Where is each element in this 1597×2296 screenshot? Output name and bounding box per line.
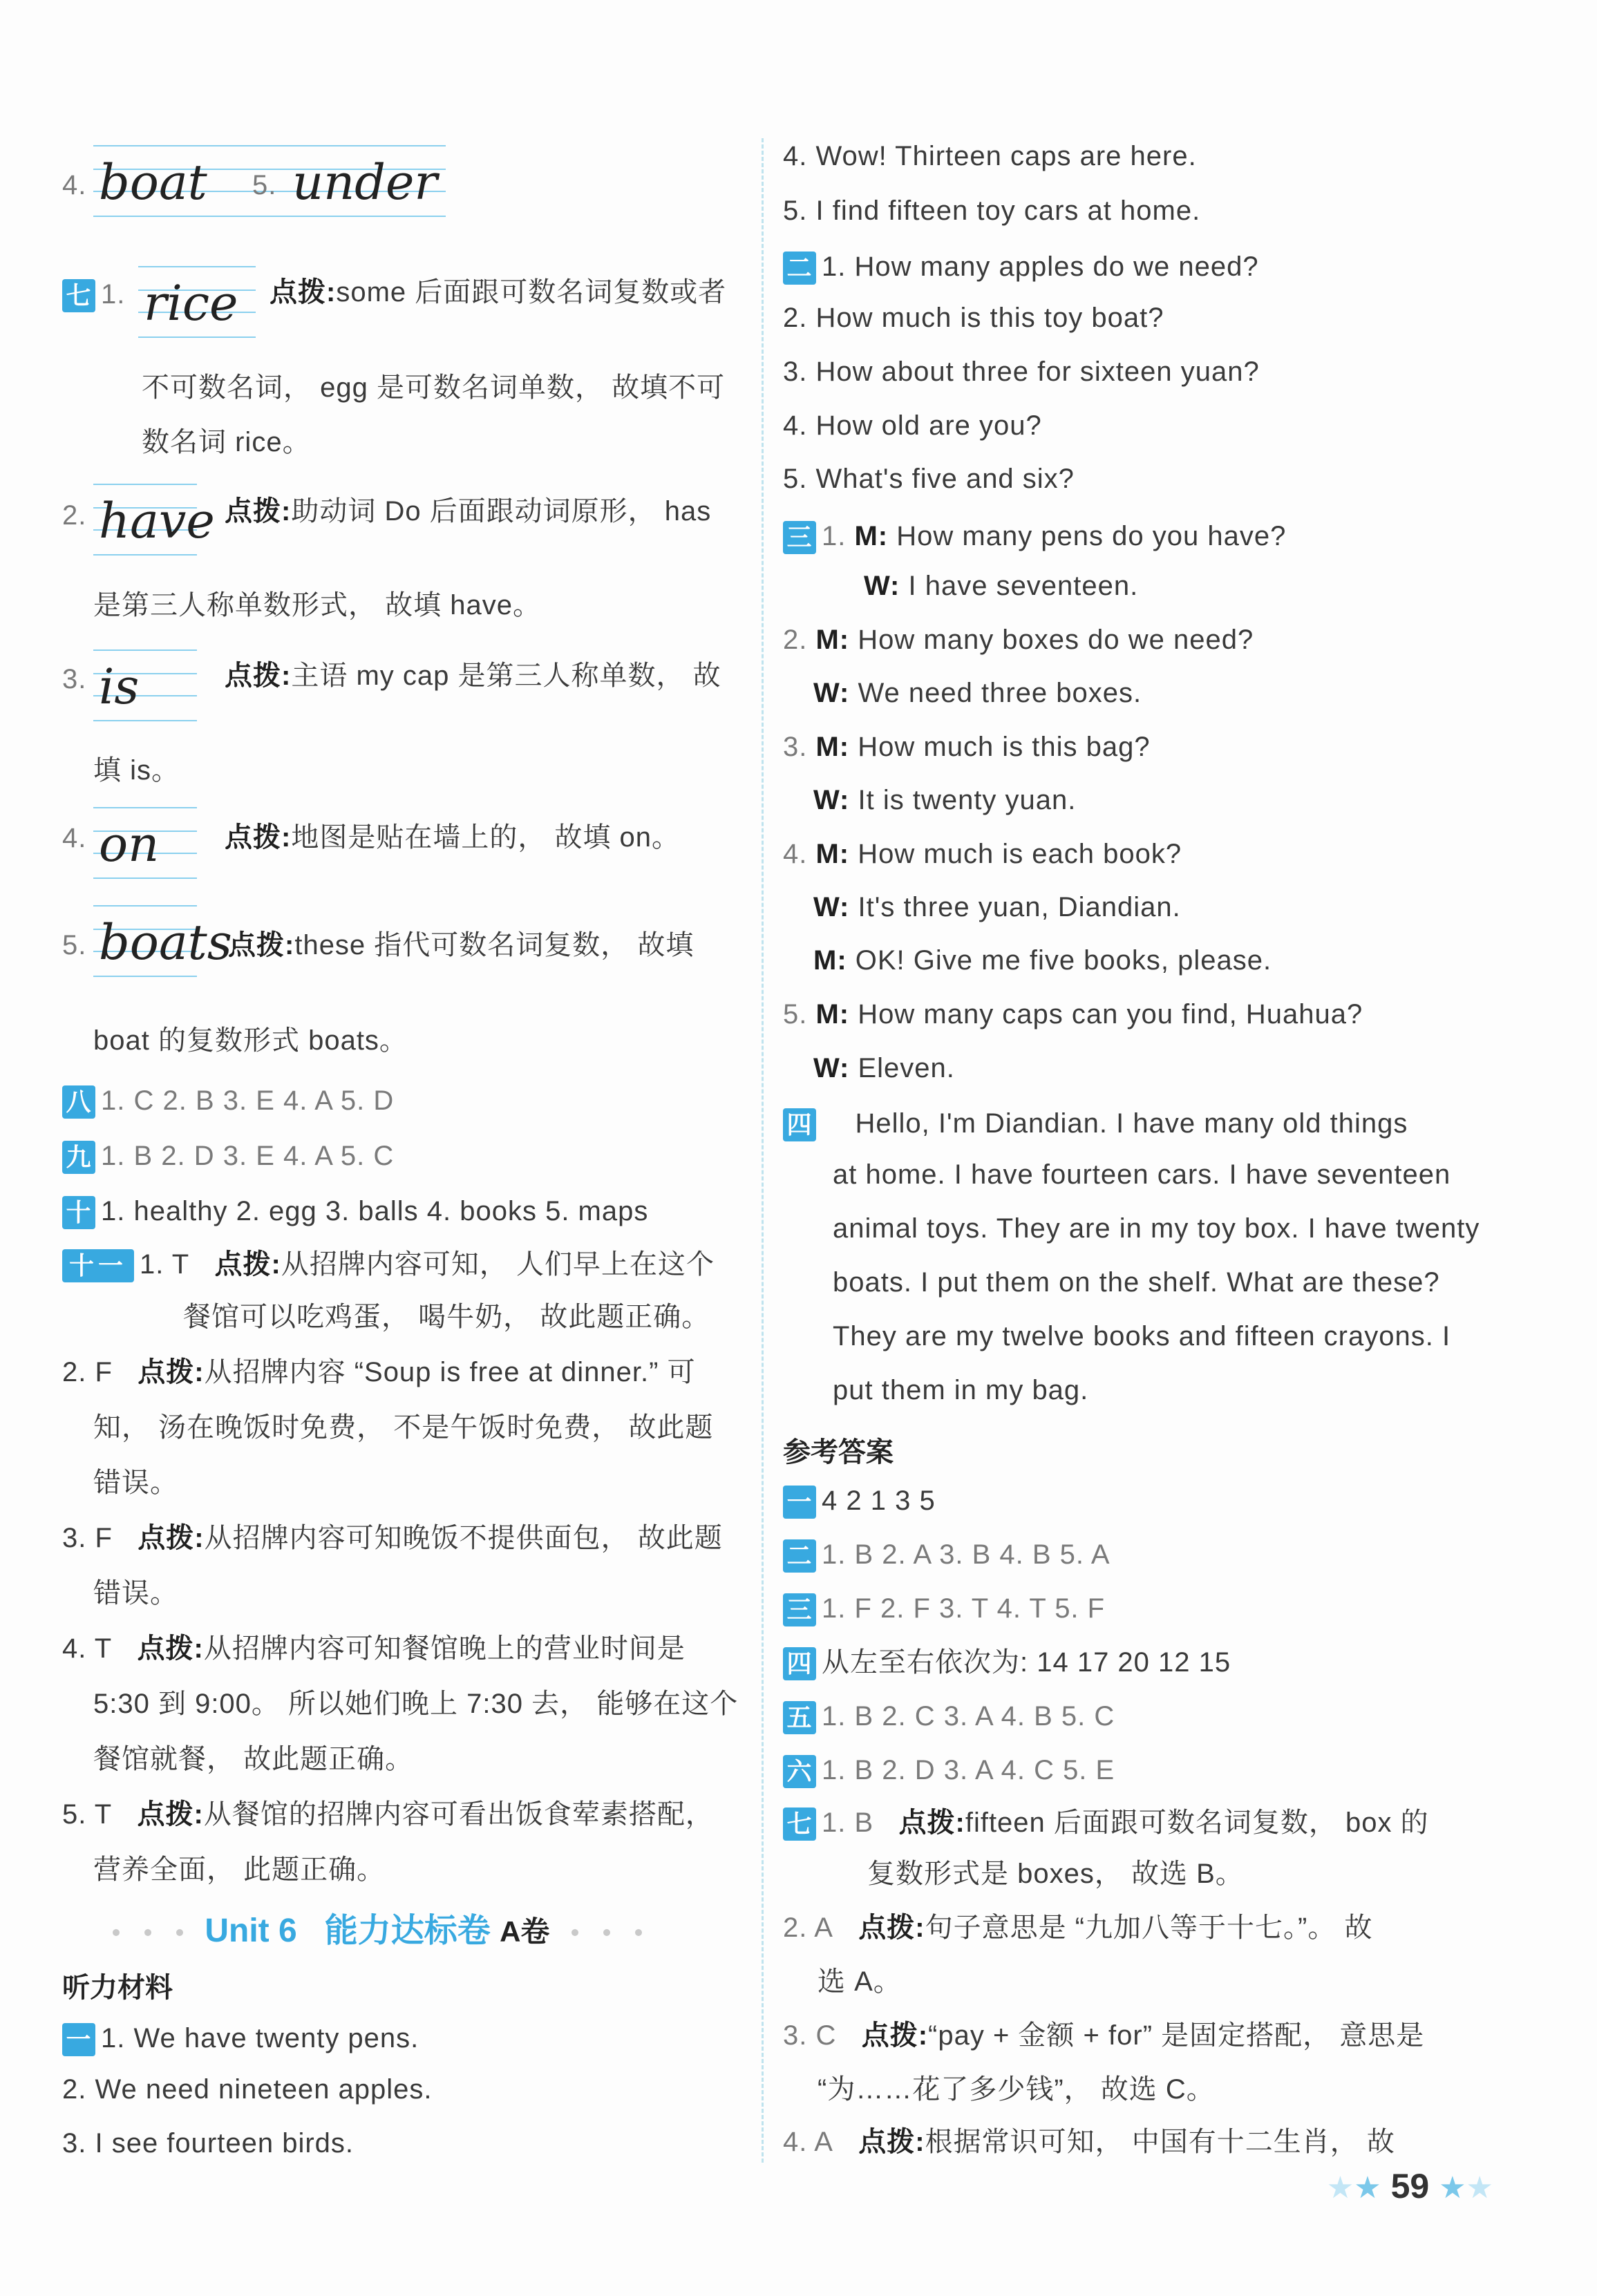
star-icon: ★: [1439, 2171, 1466, 2205]
q11-item-4: 4. T 点拨:从招牌内容可知餐馆晚上的营业时间是: [62, 1633, 686, 1664]
p4-line: boats. I put them on the shelf. What are these?: [833, 1267, 1440, 1298]
hw-word: boat: [99, 154, 207, 211]
p2-line: 2. How much is this toy boat?: [783, 303, 1164, 333]
a7-item-3: 3. C 点拨:“pay + 金额 + for” 是固定搭配， 意思是: [783, 2020, 1425, 2051]
hw-answer-under: [287, 145, 446, 217]
q7-note-3: 点拨:主语 my cap 是第三人称单数， 故: [225, 661, 721, 691]
p3-line: W: It's three yuan, Diandian.: [813, 892, 1181, 922]
answer-row: 三 1. F 2. F 3. T 4. T 5. F: [783, 1589, 1105, 1628]
q7-note-4: 点拨:地图是贴在墙上的， 故填 on。: [225, 822, 681, 853]
listening-line: 一 1. We have twenty pens.: [62, 2019, 419, 2058]
p3-line: 三 1. M: How many pens do you have?: [783, 517, 1286, 556]
column-divider: [762, 138, 764, 2163]
q8-tag: 八: [62, 1085, 95, 1119]
p2-line: 5. What's five and six?: [783, 464, 1075, 494]
star-icon: ★: [1466, 2171, 1493, 2205]
p3-line: 3. M: How much is this bag?: [783, 732, 1151, 762]
a7-cont: 选 A。: [818, 1966, 902, 1997]
p2-line: 二 1. How many apples do we need?: [783, 247, 1259, 286]
q11-cont: 知， 汤在晚饭时免费， 不是午饭时免费， 故此题: [93, 1412, 714, 1443]
q11-item-1: 十一 1. T 点拨:从招牌内容可知， 人们早上在这个: [62, 1245, 715, 1284]
hw-word: under: [292, 154, 437, 211]
p3-tag: 三: [783, 521, 816, 554]
q8-row: 八 1. C 2. B 3. E 4. A 5. D: [62, 1081, 394, 1120]
p3-line: W: Eleven.: [813, 1053, 955, 1083]
p2-line: 3. How about three for sixteen yuan?: [783, 357, 1260, 387]
hw-num-4: 4.: [62, 170, 87, 200]
q7-note-5-cont: boat 的复数形式 boats。: [93, 1025, 408, 1056]
q11-cont: 5:30 到 9:00。 所以她们晚上 7:30 去， 能够在这个: [93, 1689, 739, 1719]
a7-item-4: 4. A 点拨:根据常识可知， 中国有十二生肖， 故: [783, 2127, 1395, 2157]
q7-note-3-cont: 填 is。: [93, 755, 180, 786]
q11-item-3: 3. F 点拨:从招牌内容可知晚饭不提供面包， 故此题: [62, 1523, 723, 1553]
hw-answer-have: have: [93, 484, 197, 556]
hw-answer-is: is: [93, 649, 197, 721]
answer-row: 五 1. B 2. C 3. A 4. B 5. C: [783, 1697, 1115, 1736]
q7-num-2: 2.: [62, 500, 87, 531]
q7-note-1-cont: 不可数名词， egg 是可数名词单数， 故填不可: [142, 372, 726, 403]
listening-title: 听力材料: [62, 1973, 173, 2003]
q11-item-5: 5. T 点拨:从餐馆的招牌内容可看出饭食荤素搭配，: [62, 1799, 714, 1830]
p3-line: M: OK! Give me five books, please.: [813, 945, 1272, 976]
page-number-block: [1327, 2166, 1493, 2206]
a7-cont: “为……花了多少钱”， 故选 C。: [818, 2074, 1215, 2105]
p3-line: 4. M: How much is each book?: [783, 839, 1182, 869]
q10-row: 十 1. healthy 2. egg 3. balls 4. books 5. maps: [62, 1192, 648, 1231]
p2-tag: 二: [783, 252, 816, 285]
answer-row: 六 1. B 2. D 3. A 4. C 5. E: [783, 1751, 1115, 1790]
q11-cont: 营养全面， 此题正确。: [93, 1854, 386, 1885]
listening-line: 2. We need nineteen apples.: [62, 2074, 433, 2105]
p4-line: They are my twelve books and fifteen crayons. I: [833, 1321, 1451, 1351]
q7-note-1: 点拨:some 后面跟可数名词复数或者: [270, 277, 727, 307]
p3-line: W: We need three boxes.: [813, 678, 1142, 708]
a7-item-2: 2. A 点拨:句子意思是 “九加八等于十七。”。 故: [783, 1913, 1373, 1943]
q10-tag: 十: [62, 1196, 95, 1229]
answers-title: 参考答案: [783, 1437, 894, 1468]
p4-line: at home. I have fourteen cars. I have seventeen: [833, 1159, 1451, 1190]
p3-line: W: It is twenty yuan.: [813, 785, 1077, 815]
q11-cont: 餐馆就餐， 故此题正确。: [93, 1744, 414, 1774]
q7-note-1-cont: 数名词 rice。: [142, 427, 311, 457]
listening-tag: 一: [62, 2023, 95, 2056]
answer-row: 二 1. B 2. A 3. B 4. B 5. A: [783, 1535, 1111, 1574]
listening-line: 5. I find fifteen toy cars at home.: [783, 196, 1201, 226]
a7-tag: 七: [783, 1808, 816, 1841]
star-icon: ★: [1326, 2171, 1354, 2205]
p3-line: W: I have seventeen.: [864, 571, 1139, 601]
a7-item-1: 七 1. B 点拨:fifteen 后面跟可数名词复数， box 的: [783, 1803, 1429, 1842]
hw-num-5: 5.: [252, 170, 277, 200]
listening-line: 3. I see fourteen birds.: [62, 2128, 355, 2159]
p4-line: put them in my bag.: [833, 1375, 1089, 1405]
q7-num-4: 4.: [62, 823, 87, 853]
hw-answer-rice: rice: [138, 266, 256, 338]
star-icon: ★: [1354, 2171, 1381, 2205]
q7-num-5: 5.: [62, 930, 87, 960]
p4-tag: 四: [783, 1108, 816, 1141]
listening-line: 4. Wow! Thirteen caps are here.: [783, 141, 1197, 171]
q9-tag: 九: [62, 1141, 95, 1174]
answer-row: 一 4 2 1 3 5: [783, 1481, 936, 1520]
unit-heading: [100, 1904, 654, 1951]
q11-cont: 错误。: [93, 1578, 178, 1609]
q11-tag: 十一: [62, 1249, 134, 1282]
answer-row: 四 从左至右依次为: 14 17 20 12 15: [783, 1643, 1231, 1682]
a7-cont: 复数形式是 boxes， 故选 B。: [867, 1859, 1244, 1889]
q9-row: 九 1. B 2. D 3. E 4. A 5. C: [62, 1137, 394, 1175]
page-number: 59: [1390, 2167, 1430, 2205]
q7-note-2-cont: 是第三人称单数形式， 故填 have。: [93, 590, 541, 620]
hw-answer-on: on: [93, 807, 197, 879]
unit-title: Unit 6: [205, 1913, 297, 1949]
q7-num-3: 3.: [62, 664, 87, 694]
unit-subtitle: 能力达标卷: [324, 1913, 491, 1949]
p2-line: 4. How old are you?: [783, 410, 1042, 441]
unit-level: A卷: [500, 1915, 550, 1948]
q7-tag: 七: [62, 279, 95, 312]
q11-item-2: 2. F 点拨:从招牌内容 “Soup is free at dinner.” 可: [62, 1357, 696, 1387]
q7-note-2: 点拨:助动词 Do 后面跟动词原形， has: [225, 496, 712, 526]
p4-line: 四 Hello, I'm Diandian. I have many old things: [783, 1104, 1408, 1143]
q11-cont: 错误。: [93, 1468, 178, 1498]
p3-line: 5. M: How many caps can you find, Huahua?: [783, 999, 1363, 1030]
p3-line: 2. M: How many boxes do we need?: [783, 625, 1254, 655]
q7-note-5: 点拨:these 指代可数名词复数， 故填: [228, 930, 694, 960]
q11-cont: 餐馆可以吃鸡蛋， 喝牛奶， 故此题正确。: [183, 1302, 710, 1332]
hw-answer-boats: boats: [93, 905, 197, 977]
q7-item-1: 七 1.: [62, 275, 125, 314]
p4-line: animal toys. They are in my toy box. I have twenty: [833, 1213, 1480, 1244]
